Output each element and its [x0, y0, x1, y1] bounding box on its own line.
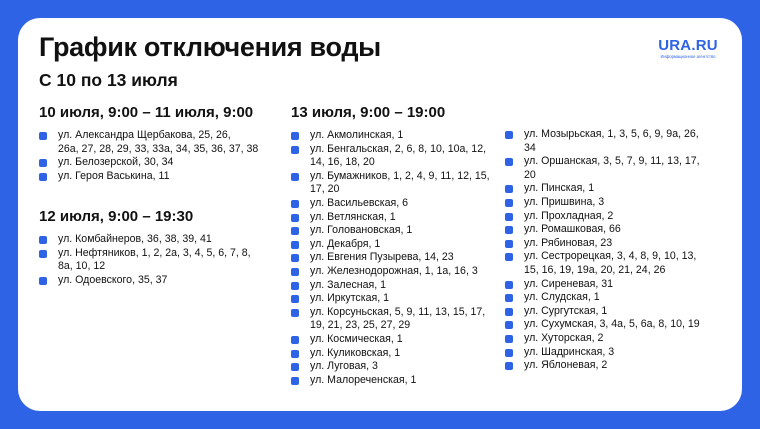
street-item-line: ул. Куликовская, 1	[310, 346, 401, 359]
bullet-icon	[505, 199, 513, 207]
street-item-line: ул. Комбайнеров, 36, 38, 39, 41	[58, 233, 212, 245]
bullet-icon	[291, 363, 299, 371]
bullet-icon	[39, 132, 47, 140]
street-item-line: 19, 21, 23, 25, 27, 29	[310, 319, 411, 332]
street-item	[291, 170, 490, 197]
bullet-icon	[505, 158, 513, 166]
street-item-line: ул. Луговая, 3	[310, 360, 378, 373]
street-item-line: ул. Пинская, 1	[524, 182, 595, 195]
street-list-col-2	[505, 128, 700, 373]
street-item	[505, 318, 700, 332]
bullet-icon	[291, 254, 299, 262]
bullet-icon	[291, 227, 299, 235]
street-item-line: ул. Залесная, 1	[310, 278, 387, 291]
logo-tagline: Информационное агентство	[660, 54, 716, 59]
street-item-line: ул. Сургутская, 1	[524, 304, 608, 317]
street-list-col-1	[291, 129, 490, 387]
street-item-line: ул. Сестрорецкая, 3, 4, 8, 9, 10, 13,	[524, 250, 697, 263]
street-item-line: ул. Головановская, 1	[310, 224, 413, 237]
street-item	[39, 247, 251, 274]
street-item-line: ул. Хуторская, 2	[524, 331, 604, 344]
block-july-13-col-2	[505, 128, 700, 373]
bullet-icon	[505, 294, 513, 302]
street-item-line: ул. Ромашковая, 66	[524, 223, 621, 236]
street-item	[291, 279, 490, 293]
street-item	[39, 233, 251, 247]
street-item-line: ул. Мозырьская, 1, 3, 5, 6, 9, 9а, 26,	[524, 128, 699, 140]
street-item	[505, 346, 700, 360]
bullet-icon	[39, 250, 47, 258]
street-item	[291, 360, 490, 374]
street-item	[505, 196, 700, 210]
street-item	[505, 250, 700, 277]
bullet-icon	[291, 214, 299, 222]
block-heading: 10 июля, 9:00 – 11 июля, 9:00	[39, 104, 254, 121]
block-heading: 13 июля, 9:00 – 19:00	[291, 104, 446, 121]
bullet-icon	[291, 200, 299, 208]
street-item	[39, 129, 258, 156]
street-item-line: ул. Пришвина, 3	[524, 195, 605, 208]
street-item	[291, 306, 490, 333]
street-item-line: 15, 16, 19, 19а, 20, 21, 24, 26	[524, 263, 666, 276]
bullet-icon	[505, 185, 513, 193]
street-item	[291, 374, 490, 388]
street-item-line: ул. Евгения Пузырева, 14, 23	[310, 251, 454, 264]
street-item-line: 14, 16, 18, 20	[310, 156, 375, 169]
street-item-line: ул. Васильевская, 6	[310, 196, 408, 209]
street-item-line: ул. Железнодорожная, 1, 1а, 16, 3	[310, 264, 478, 277]
street-item-line: ул. Бенгальская, 2, 6, 8, 10, 10а, 12,	[310, 142, 487, 155]
bullet-icon	[291, 282, 299, 290]
bullet-icon	[505, 281, 513, 289]
block-july-10	[39, 104, 258, 183]
street-item-line: ул. Акмолинская, 1	[310, 129, 404, 141]
street-item	[505, 182, 700, 196]
street-item	[505, 278, 700, 292]
street-item	[291, 251, 490, 265]
street-item	[291, 347, 490, 361]
street-item	[505, 359, 700, 373]
street-item	[505, 155, 700, 182]
street-item-line: ул. Яблоневая, 2	[524, 359, 608, 372]
street-item-line: 20	[524, 168, 536, 181]
street-item-line: ул. Ветлянская, 1	[310, 210, 396, 223]
street-item	[505, 223, 700, 237]
street-item-line: ул. Александра Щербакова, 25, 26,	[58, 129, 231, 141]
bullet-icon	[291, 132, 299, 140]
bullet-icon	[291, 173, 299, 181]
page-title: График отключения воды	[39, 32, 381, 62]
bullet-icon	[291, 350, 299, 358]
bullet-icon	[505, 253, 513, 261]
street-item-line: 34	[524, 141, 536, 154]
street-item-line: ул. Космическая, 1	[310, 332, 403, 345]
street-item-line: ул. Бумажников, 1, 2, 4, 9, 11, 12, 15,	[310, 169, 490, 182]
street-item	[291, 211, 490, 225]
street-item	[291, 265, 490, 279]
street-item-line: ул. Малореченская, 1	[310, 373, 417, 386]
street-item	[291, 292, 490, 306]
street-item-line: ул. Корсуньская, 5, 9, 11, 13, 15, 17,	[310, 305, 486, 318]
street-item	[505, 237, 700, 251]
street-item-line: ул. Шадринская, 3	[524, 345, 615, 358]
street-item-line: 17, 20	[310, 183, 340, 196]
bullet-icon	[291, 377, 299, 385]
bullet-icon	[505, 131, 513, 139]
street-item	[505, 128, 700, 155]
bullet-icon	[505, 213, 513, 221]
bullet-icon	[505, 362, 513, 370]
street-list	[39, 129, 258, 183]
street-item	[291, 143, 490, 170]
bullet-icon	[505, 226, 513, 234]
street-item	[291, 197, 490, 211]
schedule-card	[18, 18, 742, 411]
street-item	[291, 333, 490, 347]
street-item-line: ул. Рябиновая, 23	[524, 236, 613, 249]
bullet-icon	[505, 335, 513, 343]
logo-wordmark: URA.RU	[658, 37, 718, 54]
bullet-icon	[291, 295, 299, 303]
street-item	[291, 129, 490, 143]
bullet-icon	[39, 173, 47, 181]
bullet-icon	[505, 240, 513, 248]
bullet-icon	[291, 336, 299, 344]
street-item-line: ул. Слудская, 1	[524, 291, 600, 304]
bullet-icon	[505, 308, 513, 316]
bullet-icon	[39, 277, 47, 285]
bullet-icon	[39, 159, 47, 167]
ura-logo	[654, 38, 722, 60]
street-item-line: ул. Оршанская, 3, 5, 7, 9, 11, 13, 17,	[524, 155, 700, 168]
bullet-icon	[291, 309, 299, 317]
bullet-icon	[39, 236, 47, 244]
bullet-icon	[291, 268, 299, 276]
street-item-line: ул. Иркутская, 1	[310, 292, 389, 305]
street-item	[505, 210, 700, 224]
street-item-line: ул. Прохладная, 2	[524, 209, 614, 222]
bullet-icon	[291, 146, 299, 154]
street-item	[505, 291, 700, 305]
street-item	[39, 156, 258, 170]
block-july-13	[291, 104, 490, 387]
street-item-line: ул. Белозерской, 30, 34	[58, 156, 174, 169]
street-item	[39, 274, 251, 288]
street-item-line: ул. Сиреневая, 31	[524, 277, 614, 290]
street-item-line: 26а, 27, 28, 29, 33, 33а, 34, 35, 36, 37, 38	[58, 142, 259, 155]
street-item	[505, 305, 700, 319]
street-item-line: 8а, 10, 12	[58, 260, 106, 273]
bullet-icon	[291, 241, 299, 249]
street-item-line: ул. Героя Васькина, 11	[58, 169, 170, 182]
block-heading: 12 июля, 9:00 – 19:30	[39, 208, 194, 225]
block-july-12	[39, 208, 251, 287]
street-item	[39, 170, 258, 184]
street-item	[291, 238, 490, 252]
street-list	[39, 233, 251, 287]
street-item	[291, 224, 490, 238]
street-item-line: ул. Нефтяников, 1, 2, 2а, 3, 4, 5, 6, 7, 8,	[58, 246, 251, 259]
street-item-line: ул. Декабря, 1	[310, 237, 381, 250]
street-item-line: ул. Сухумская, 3, 4а, 5, 6а, 8, 10, 19	[524, 318, 700, 331]
bullet-icon	[505, 321, 513, 329]
street-item	[505, 332, 700, 346]
bullet-icon	[505, 349, 513, 357]
date-range-subtitle: С 10 по 13 июля	[39, 70, 178, 90]
street-item-line: ул. Одоевского, 35, 37	[58, 273, 168, 286]
